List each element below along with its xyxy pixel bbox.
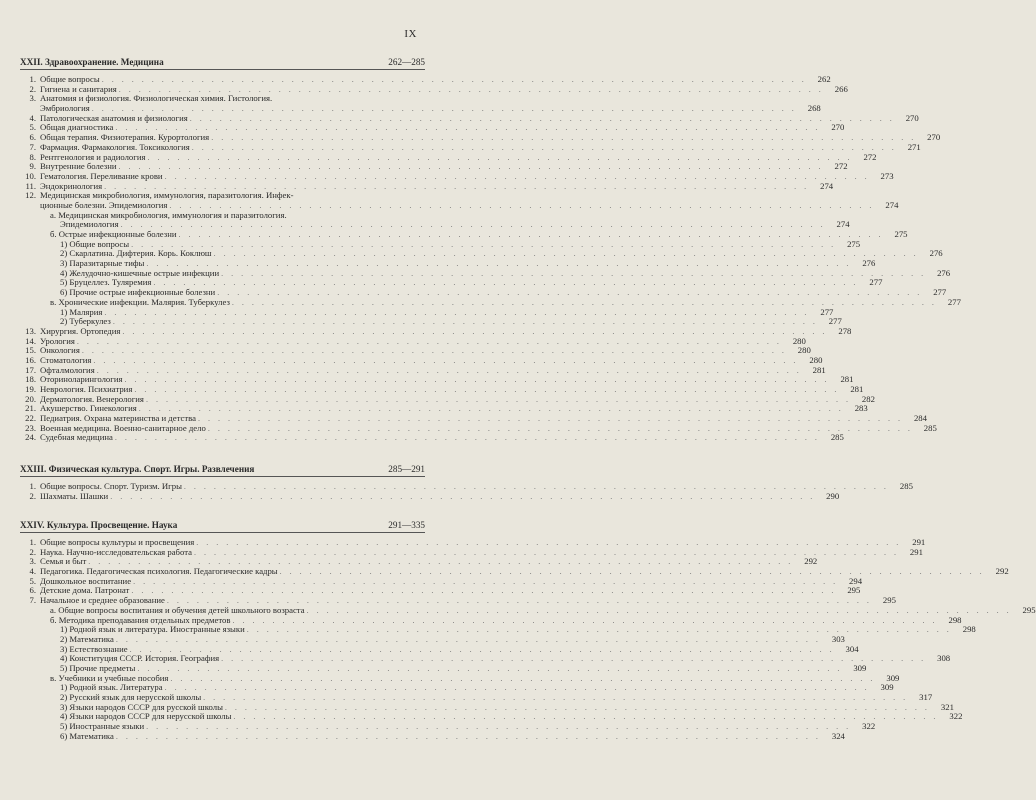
entry-number: 3. xyxy=(29,556,36,567)
dot-leader xyxy=(179,230,884,240)
dot-leader xyxy=(233,616,938,626)
dot-leader xyxy=(165,172,870,182)
entry-title: Урология xyxy=(40,335,75,346)
entry-title: 2) Математика xyxy=(60,633,114,644)
dot-leader xyxy=(113,317,818,327)
entry-number: 2. xyxy=(29,490,36,501)
entry-title: 5) Иностранные языки xyxy=(60,721,145,732)
dot-leader xyxy=(208,424,913,434)
toc-entry xyxy=(20,325,852,337)
entry-title: Анатомия и физиология. Физиологическая химия. Гистология. xyxy=(40,93,273,104)
section-title: XXIV. Культура. Просвещение. Наука xyxy=(20,520,178,530)
entry-page: 298 xyxy=(948,614,962,625)
entry-title: 4) Конституция СССР. История. География xyxy=(60,653,220,664)
entry-title: Судебная медицина xyxy=(40,432,113,443)
entry-title: 1) Родной язык и литература. Иностранные языки xyxy=(60,624,245,635)
entry-number: 12. xyxy=(25,190,36,201)
entry-page: 280 xyxy=(797,345,811,356)
entry-page: 309 xyxy=(853,662,867,673)
toc-entry xyxy=(20,335,806,347)
entry-title: 1) Родной язык. Литература xyxy=(60,682,163,693)
entry-page: 295 xyxy=(847,585,861,596)
dot-leader xyxy=(137,664,842,674)
entry-number: 19. xyxy=(25,384,36,394)
entry-title: Общая терапия. Физиотерапия. Курортология xyxy=(40,132,210,143)
entry-title: ционные болезни. Эпидемиология xyxy=(40,199,168,210)
dot-leader xyxy=(233,712,938,722)
entry-page: 294 xyxy=(849,575,863,586)
section-title: XXIII. Физическая культура. Спорт. Игры. Развлечения xyxy=(20,464,255,474)
page-number: IX xyxy=(404,28,417,40)
dot-leader xyxy=(194,548,899,558)
entry-number: 13. xyxy=(25,325,36,336)
dot-leader xyxy=(214,249,919,259)
entry-page: 281 xyxy=(840,374,854,385)
dot-leader xyxy=(165,683,870,693)
dot-leader xyxy=(93,356,798,366)
section-heading xyxy=(20,518,425,532)
dot-leader xyxy=(307,606,1012,616)
entry-title: 2) Туберкулез xyxy=(60,316,111,327)
dot-leader xyxy=(192,143,897,153)
entry-page: 277 xyxy=(820,306,834,317)
dot-leader xyxy=(247,625,952,635)
entry-page: 280 xyxy=(792,335,806,346)
entry-title: 4) Желудочно-кишечные острые инфекции xyxy=(60,267,220,278)
entry-number: 23. xyxy=(25,422,36,433)
entry-title: 5) Прочие предметы xyxy=(60,662,136,673)
section-page-range: 262—285 xyxy=(388,57,425,67)
dot-leader xyxy=(146,722,851,732)
entry-page: 274 xyxy=(820,180,834,191)
dot-leader xyxy=(104,308,809,318)
entry-title: Эпидемиология xyxy=(60,219,119,230)
entry-number: 4. xyxy=(29,112,36,123)
entry-page: 280 xyxy=(809,354,823,365)
entry-page: 281 xyxy=(812,364,826,375)
entry-number: 1. xyxy=(29,481,36,491)
entry-title: в. Учебники и учебные пособия xyxy=(50,672,169,683)
dot-leader xyxy=(211,133,916,143)
entry-page: 262 xyxy=(817,74,831,84)
entry-page: 322 xyxy=(862,721,876,732)
dot-leader xyxy=(115,123,820,133)
entry-title: 5) Бруцеллез. Туляремия xyxy=(60,277,152,288)
section-xxiv xyxy=(20,518,1036,741)
entry-page: 295 xyxy=(882,595,896,606)
entry-page: 321 xyxy=(940,701,954,712)
section-page-range: 285—291 xyxy=(388,464,425,474)
entry-title: Эмбриология xyxy=(40,103,90,114)
entry-page: 276 xyxy=(862,258,876,269)
dot-leader xyxy=(110,492,815,502)
entry-number: 7. xyxy=(29,595,36,606)
entry-title: Оториноларингология xyxy=(40,374,123,385)
dot-leader xyxy=(184,482,889,492)
entry-number: 21. xyxy=(25,403,36,414)
entry-title: Педиатрия. Охрана материнства и детства xyxy=(40,413,196,424)
entry-page: 303 xyxy=(831,633,845,644)
entry-title: б. Методика преподавания отдельных предметов xyxy=(50,614,231,625)
entry-title: 6) Прочие острые инфекционные болезни xyxy=(60,287,216,298)
entry-number: 1. xyxy=(29,537,36,547)
dot-leader xyxy=(139,404,844,414)
entry-page: 276 xyxy=(929,248,943,259)
dot-leader xyxy=(115,433,820,443)
entry-title: 2) Скарлатина. Дифтерия. Корь. Коклюш xyxy=(60,248,212,259)
entry-page: 291 xyxy=(912,537,926,547)
entry-title: Гигиена и санитария xyxy=(40,83,117,94)
dot-leader xyxy=(131,586,836,596)
dot-leader xyxy=(116,732,821,742)
entry-page: 298 xyxy=(962,624,976,635)
entry-title: 3) Языки народов СССР для русской школы xyxy=(60,701,223,712)
entry-number: 9. xyxy=(29,161,36,172)
dot-leader xyxy=(221,654,926,664)
entry-number: 5. xyxy=(29,575,36,586)
entry-number: 16. xyxy=(25,354,36,365)
dot-leader xyxy=(116,635,821,645)
entry-title: 3) Паразитарные тифы xyxy=(60,258,145,269)
entry-page: 276 xyxy=(937,267,951,278)
dot-leader xyxy=(153,278,858,288)
entry-page: 275 xyxy=(847,238,861,249)
dot-leader xyxy=(102,75,807,85)
entry-title: Дошкольное воспитание xyxy=(40,575,132,586)
entry-page: 292 xyxy=(804,556,818,567)
entry-page: 308 xyxy=(937,653,951,664)
dot-leader xyxy=(198,414,903,424)
dot-leader xyxy=(146,395,851,405)
entry-page: 283 xyxy=(854,403,868,414)
entry-number: 4. xyxy=(29,566,36,577)
entry-title: Онкология xyxy=(40,345,80,356)
entry-list xyxy=(20,533,1036,741)
dot-leader xyxy=(121,220,826,230)
entry-title: 1) Малярия xyxy=(60,306,103,317)
entry-title: Общие вопросы. Спорт. Туризм. Игры xyxy=(40,481,182,491)
entry-title: б. Острые инфекционные болезни xyxy=(50,229,177,239)
section-heading xyxy=(20,55,425,69)
entry-page: 324 xyxy=(831,730,845,741)
entry-title: Хирургия. Ортопедия xyxy=(40,325,121,336)
entry-page: 285 xyxy=(923,422,937,433)
entry-number: 24. xyxy=(25,432,36,443)
dot-leader xyxy=(92,104,797,114)
entry-number: 8. xyxy=(29,151,36,162)
entry-title: Семья и быт xyxy=(40,556,87,567)
entry-number: 10. xyxy=(25,170,36,181)
dot-leader xyxy=(133,577,838,587)
entry-title: 1) Общие вопросы xyxy=(60,238,130,249)
dot-leader xyxy=(130,645,835,655)
entry-page: 273 xyxy=(880,170,894,181)
dot-leader xyxy=(221,269,926,279)
dot-leader xyxy=(124,375,829,385)
entry-title: Стоматология xyxy=(40,354,92,365)
entry-page: 272 xyxy=(863,151,877,162)
entry-title: Общие вопросы культуры и просвещения xyxy=(40,537,195,547)
section-xxii xyxy=(20,55,961,443)
dot-leader xyxy=(225,703,930,713)
entry-number: 1. xyxy=(29,74,36,84)
entry-page: 295 xyxy=(1022,604,1036,615)
entry-page: 277 xyxy=(947,296,961,307)
entry-page: 309 xyxy=(880,682,894,693)
entry-title: Рентгенология и радиология xyxy=(40,151,146,162)
entry-title: Гематология. Переливание крови xyxy=(40,170,163,181)
entry-title: 6) Математика xyxy=(60,730,114,741)
entry-number: 11. xyxy=(25,180,36,191)
dot-leader xyxy=(77,337,782,347)
entry-page: 271 xyxy=(907,141,921,152)
toc-entry xyxy=(20,490,840,502)
entry-page: 278 xyxy=(838,325,852,336)
entry-page: 292 xyxy=(995,566,1009,577)
entry-list xyxy=(20,477,913,501)
dot-leader xyxy=(97,366,802,376)
entry-title: Фармация. Фармакология. Токсикология xyxy=(40,141,190,152)
entry-page: 270 xyxy=(927,132,941,143)
entry-page: 268 xyxy=(807,103,821,114)
section-title: XXII. Здравоохранение. Медицина xyxy=(20,57,164,67)
section-page-range: 291—335 xyxy=(388,520,425,530)
entry-title: 2) Русский язык для нерусской школы xyxy=(60,692,202,702)
entry-page: 317 xyxy=(919,692,933,702)
dot-leader xyxy=(82,346,787,356)
entry-page: 277 xyxy=(869,277,883,288)
entry-title: Офталмология xyxy=(40,364,95,375)
entry-number: 15. xyxy=(25,345,36,356)
entry-page: 322 xyxy=(949,711,963,722)
entry-title: 4) Языки народов СССР для нерусской школы xyxy=(60,711,232,722)
dot-leader xyxy=(147,153,852,163)
entry-title: Эндокринология xyxy=(40,180,103,191)
dot-leader xyxy=(196,538,901,548)
entry-number: 20. xyxy=(25,393,36,404)
section-heading xyxy=(20,462,425,476)
entry-number: 3. xyxy=(29,93,36,104)
toc-entry xyxy=(20,730,845,742)
entry-title: Дерматология. Венерология xyxy=(40,393,144,404)
entry-title: Наука. Научно-исследовательская работа xyxy=(40,546,192,557)
entry-title: Детские дома. Патронат xyxy=(40,585,130,596)
dot-leader xyxy=(203,693,908,703)
entry-title: Общая диагностика xyxy=(40,122,114,133)
dot-leader xyxy=(170,674,875,684)
entry-title: а. Медицинская микробиология, иммунология и паразитология. xyxy=(50,209,287,220)
dot-leader xyxy=(217,288,922,298)
entry-page: 284 xyxy=(913,413,927,424)
entry-number: 17. xyxy=(25,364,36,375)
entry-title: Медицинская микробиология, иммунология, паразитология. Инфек- xyxy=(40,190,294,201)
entry-title: Военная медицина. Военно-санитарное дело xyxy=(40,422,206,433)
entry-title: Внутренние болезни xyxy=(40,161,117,172)
entry-number: 22. xyxy=(25,413,36,424)
entry-page: 274 xyxy=(885,199,899,210)
entry-title: Акушерство. Гинекология xyxy=(40,403,137,414)
entry-page: 304 xyxy=(845,643,859,654)
entry-page: 274 xyxy=(836,219,850,230)
entry-number: 5. xyxy=(29,122,36,133)
entry-number: 18. xyxy=(25,374,36,385)
entry-title: 3) Естествознание xyxy=(60,643,128,654)
dot-leader xyxy=(280,567,985,577)
entry-number: 7. xyxy=(29,141,36,152)
entry-title: Шахматы. Шашки xyxy=(40,490,109,501)
entry-page: 281 xyxy=(850,384,864,394)
entry-title: Неврология. Психиатрия xyxy=(40,384,133,394)
entry-page: 290 xyxy=(826,490,840,501)
entry-page: 277 xyxy=(933,287,947,298)
dot-leader xyxy=(119,162,824,172)
dot-leader xyxy=(122,327,827,337)
entry-page: 277 xyxy=(828,316,842,327)
entry-page: 272 xyxy=(834,161,848,172)
entry-title: Начальное и среднее образование xyxy=(40,595,165,606)
entry-page: 270 xyxy=(905,112,919,123)
entry-page: 291 xyxy=(909,546,923,557)
entry-number: 6. xyxy=(29,132,36,143)
entry-title: Патологическая анатомия и физиология xyxy=(40,112,188,123)
entry-number: 2. xyxy=(29,546,36,557)
entry-title: а. Общие вопросы воспитания и обучения детей школьного возраста xyxy=(50,604,305,615)
entry-page: 282 xyxy=(861,393,875,404)
entry-page: 285 xyxy=(899,481,913,491)
dot-leader xyxy=(190,114,895,124)
entry-list xyxy=(20,70,961,443)
entry-page: 275 xyxy=(894,229,908,239)
entry-page: 266 xyxy=(834,83,848,94)
entry-title: Педагогика. Педагогическая психология. Педагогические кадры xyxy=(40,566,278,577)
entry-number: 6. xyxy=(29,585,36,596)
dot-leader xyxy=(134,385,839,395)
entry-title: Общие вопросы xyxy=(40,74,100,84)
dot-leader xyxy=(131,240,836,250)
dot-leader xyxy=(146,259,851,269)
entry-number: 14. xyxy=(25,335,36,346)
toc-entry xyxy=(20,432,844,443)
entry-page: 285 xyxy=(830,432,844,443)
entry-title: в. Хронические инфекции. Малярия. Туберкулез xyxy=(50,296,230,307)
entry-page: 270 xyxy=(831,122,845,133)
entry-page: 309 xyxy=(886,672,900,683)
entry-number: 2. xyxy=(29,83,36,94)
section-xxiii xyxy=(20,462,913,501)
